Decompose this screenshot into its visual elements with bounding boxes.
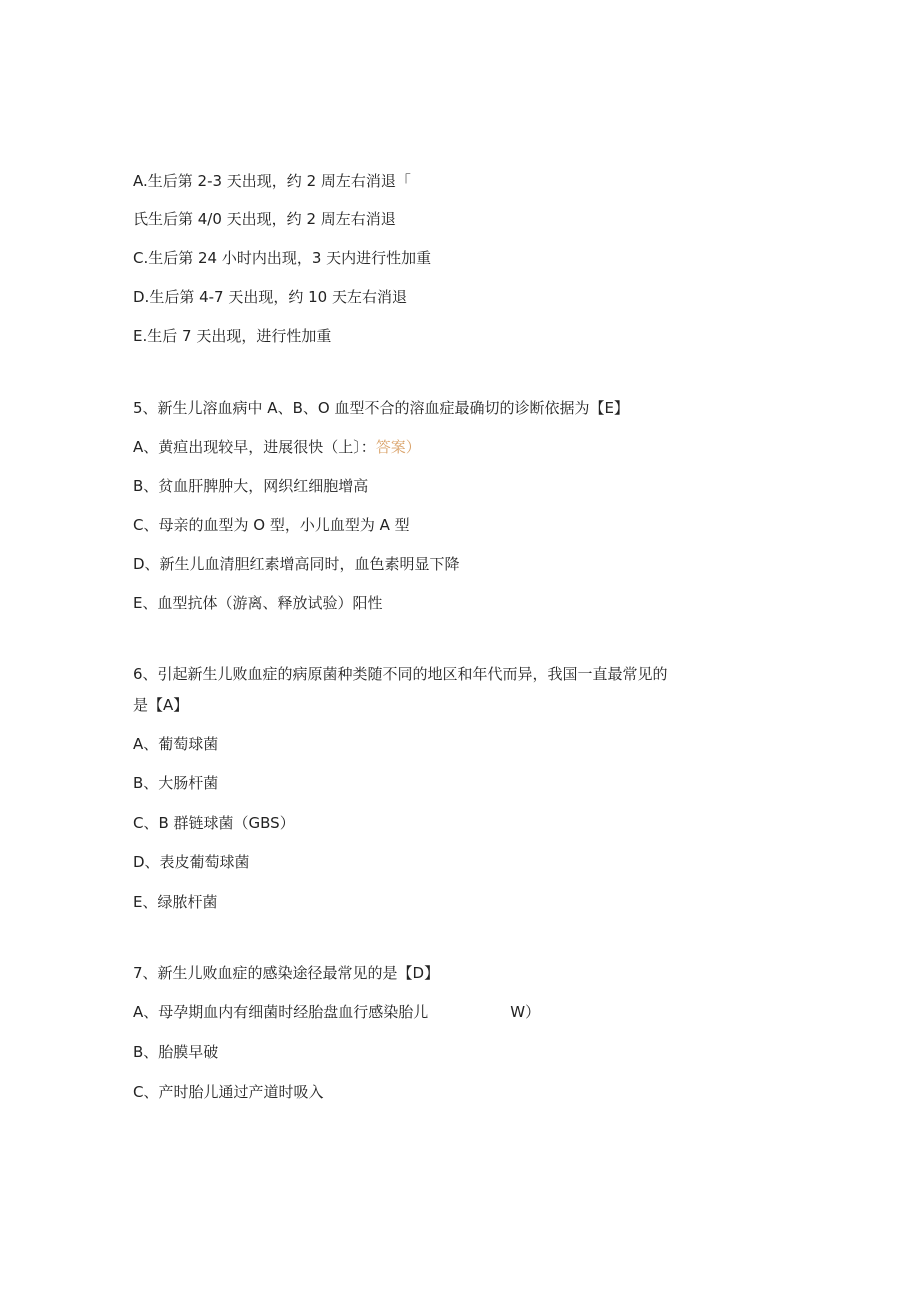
q4-option-d: D.生后第 4-7 天出现，约 10 天左右消退 [133, 288, 407, 306]
q7-question: 7、新生儿败血症的感染途径最常见的是【D】 [133, 964, 440, 982]
q6-option-c: C、B 群链球菌（GBS） [133, 814, 295, 832]
q7-option-a-tail: W） [510, 1003, 541, 1021]
q6-option-b: B、大肠杆菌 [133, 774, 219, 792]
q6-option-d: D、表皮葡萄球菌 [133, 853, 250, 871]
q6-option-e: E、绿脓杆菌 [133, 893, 218, 911]
q5-option-c: C、母亲的血型为 O 型，小儿血型为 A 型 [133, 516, 410, 534]
q4-option-e: E.生后 7 天出现，进行性加重 [133, 327, 332, 345]
q7-option-a [133, 1002, 540, 1022]
q7-option-c: C、产时胎儿通过产道时吸入 [133, 1083, 324, 1101]
q4-option-a: A.生后第 2-3 天出现，约 2 周左右消退「 [133, 172, 411, 190]
q7-option-b: B、胎膜早破 [133, 1043, 219, 1061]
q5-option-a-tag: 答案） [375, 438, 421, 456]
q5-option-a-text: A、黄疸出现较早，进展很快（上〕： [133, 438, 376, 456]
q5-option-b: B、贫血肝脾肿大，网织红细胞增高 [133, 477, 369, 495]
q6-question-line2: 是【A】 [133, 696, 189, 714]
q7-option-a-text: A、母孕期血内有细菌时经胎盘血行感染胎儿 [133, 1003, 429, 1021]
q5-question: 5、新生儿溶血病中 A、B、O 血型不合的溶血症最确切的诊断依据为【E】 [133, 399, 629, 417]
q4-option-c: C.生后第 24 小时内出现，3 天内进行性加重 [133, 249, 432, 267]
q6-option-a: A、葡萄球菌 [133, 735, 219, 753]
q5-option-e: E、血型抗体（游离、释放试验）阳性 [133, 594, 383, 612]
q5-option-d: D、新生儿血清胆红素增高同时，血色素明显下降 [133, 555, 460, 573]
q6-question-line1: 6、引起新生儿败血症的病原菌种类随不同的地区和年代而异，我国一直最常见的 [133, 665, 668, 683]
q5-option-a [133, 437, 421, 457]
q4-option-b: 氏生后第 4/0 天出现，约 2 周左右消退 [133, 210, 396, 228]
